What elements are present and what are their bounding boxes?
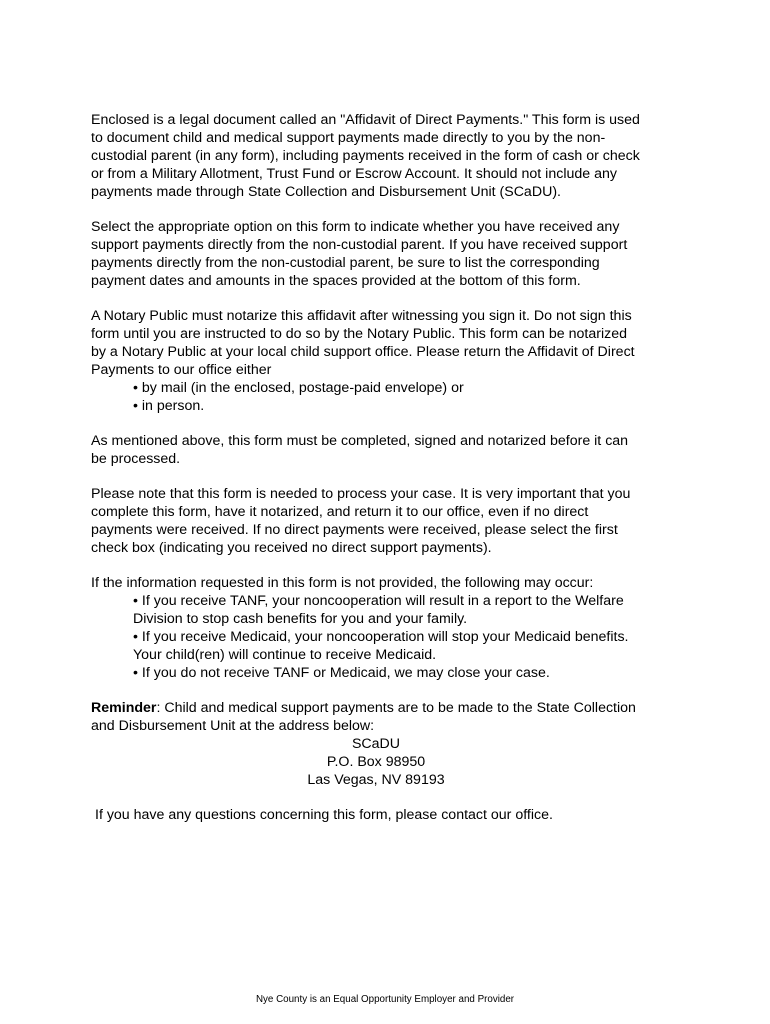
list-item: • in person. xyxy=(133,398,205,414)
list-item: • If you receive TANF, your noncooperation will result in a report to the Welfare Division to stop cash benefits for you and your family. xyxy=(133,593,624,627)
document-body xyxy=(91,111,691,841)
footer-text: Nye County is an Equal Opportunity Employer and Provider xyxy=(255,994,515,1005)
closing-paragraph: If you have any questions concerning this form, please contact our office. xyxy=(95,807,553,823)
case-note-paragraph: Please note that this form is needed to process your case. It is very important that you complete this form, have it notarized, and return it to our office, even if no direct payments were received. If no direct payments were received, please select the first check box (indicating you received no direct support payments). xyxy=(91,486,631,556)
address-line-name: SCaDU xyxy=(351,736,401,752)
return-methods-list xyxy=(91,379,691,415)
address-line-po-box: P.O. Box 98950 xyxy=(326,754,426,770)
intro-paragraph: Enclosed is a legal document called an "Affidavit of Direct Payments." This form is used to document child and medical support payments made directly to you by the non- custodial parent (in any form), including payments received in the form of cash or check or from a Military Allotment, Trust Fund or Escrow Account. It should not include any payments made through State Collection and Disbursement Unit (SCaDU). xyxy=(91,112,640,200)
reminder-label: Reminder xyxy=(91,700,157,716)
notary-section xyxy=(91,307,691,415)
notary-paragraph: A Notary Public must notarize this affidavit after witnessing you sign it. Do not sign this form until you are instructed to do so by the Notary Public. This form can be notarized by a Notary Public at your local child support office. Please return the Affidavit of Direct Payments to our office either xyxy=(91,308,635,378)
consequences-section xyxy=(91,574,691,682)
list-item: • If you receive Medicaid, your noncooperation will stop your Medicaid benefits. Your child(ren) will continue to receive Medicaid. xyxy=(133,629,629,663)
list-item: • by mail (in the enclosed, postage-paid envelope) or xyxy=(133,380,464,396)
reminder-section xyxy=(91,699,691,789)
completion-paragraph: As mentioned above, this form must be completed, signed and notarized before it can be processed. xyxy=(91,433,629,467)
list-item: • If you do not receive TANF or Medicaid, we may close your case. xyxy=(133,665,550,681)
consequences-intro: If the information requested in this form is not provided, the following may occur: xyxy=(91,575,594,591)
reminder-text-block xyxy=(91,699,691,735)
address-line-city: Las Vegas, NV 89193 xyxy=(307,772,445,788)
select-option-paragraph: Select the appropriate option on this form to indicate whether you have received any support payments directly from the non-custodial parent. If you have received support payments directly from the non-custodial parent, be sure to list the corresponding payment dates and amounts in the spaces provided at the bottom of this form. xyxy=(91,219,628,289)
consequences-list xyxy=(91,592,691,682)
reminder-text: : Child and medical support payments are to be made to the State Collection and Disbursement Unit at the address below: xyxy=(91,700,636,734)
